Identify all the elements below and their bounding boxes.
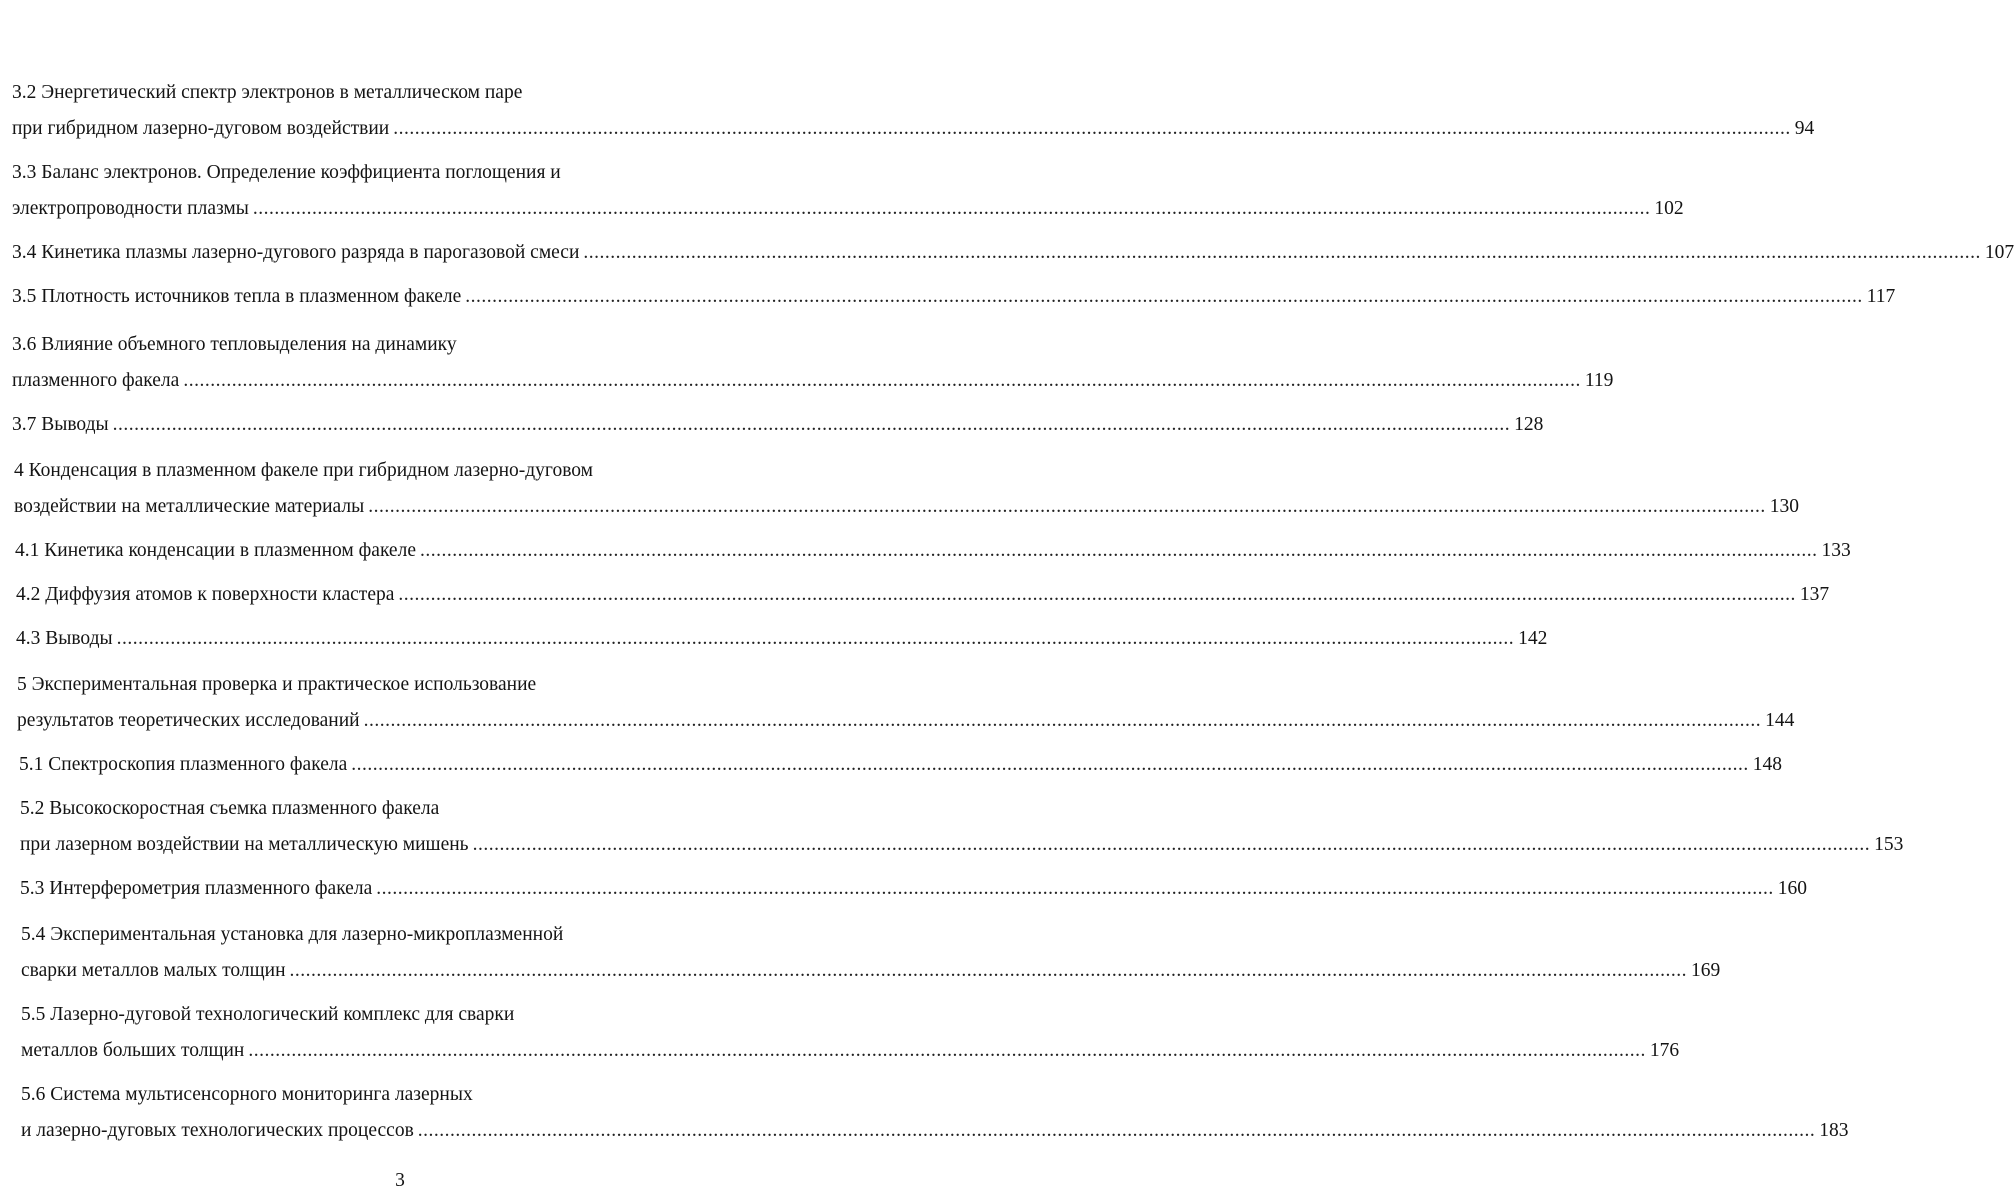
- toc-entry-title-text: 5.3 Интерферометрия плазменного факела: [20, 878, 373, 899]
- dot-leader: ....................................................................................................................................................................................................................................................................: [252, 198, 1651, 219]
- toc-entry-page-number: 94: [1794, 118, 1815, 139]
- dot-leader: ....................................................................................................................................................................................................................................................................: [368, 496, 1766, 517]
- toc-entry-last-line: [14, 494, 1799, 520]
- toc-entry-title-text: сварки металлов малых толщин: [21, 960, 286, 981]
- dot-leader: ....................................................................................................................................................................................................................................................................: [393, 118, 1791, 139]
- toc-entry-page-number: 142: [1518, 628, 1548, 649]
- toc-entry-title-text: 5 Экспериментальная проверка и практическое использование: [17, 674, 537, 695]
- toc-entry-line: [12, 332, 457, 358]
- toc-entry-title-text: 3.3 Баланс электронов. Определение коэффициента поглощения и: [12, 162, 561, 183]
- toc-entry-page-number: 128: [1514, 414, 1544, 435]
- dot-leader: ....................................................................................................................................................................................................................................................................: [465, 286, 1863, 307]
- toc-entry-last-line: [20, 876, 1807, 902]
- toc-entry-title-text: 3.6 Влияние объемного тепловыделения на динамику: [12, 334, 457, 355]
- toc-entry-title-text: металлов больших толщин: [21, 1040, 245, 1061]
- toc-entry-title-text: 5.2 Высокоскоростная съемка плазменного факела: [20, 798, 440, 819]
- toc-entry-last-line: [12, 240, 2014, 266]
- toc-entry-line: [12, 160, 561, 186]
- toc-entry-page-number: 144: [1765, 710, 1795, 731]
- toc-entry-last-line: [17, 708, 1795, 734]
- toc-entry-last-line: [12, 412, 1544, 438]
- toc-entry-last-line: [19, 752, 1782, 778]
- toc-entry-last-line: [21, 1038, 1680, 1064]
- toc-entry-title-text: 5.5 Лазерно-дуговой технологический комплекс для сварки: [21, 1004, 515, 1025]
- toc-entry-line: [14, 458, 593, 484]
- toc-entry-title-text: 4.3 Выводы: [16, 628, 113, 649]
- toc-entry-last-line: [16, 582, 1830, 608]
- toc-entry-last-line: [12, 284, 1896, 310]
- dot-leader: ....................................................................................................................................................................................................................................................................: [363, 710, 1762, 731]
- toc-entry-last-line: [21, 958, 1721, 984]
- dot-leader: ....................................................................................................................................................................................................................................................................: [376, 878, 1774, 899]
- toc-entry-title-text: и лазерно-дуговых технологических процессов: [21, 1120, 414, 1141]
- dot-leader: ....................................................................................................................................................................................................................................................................: [112, 414, 1511, 435]
- toc-entry-page-number: 130: [1769, 496, 1799, 517]
- toc-entry-title-text: электропроводности плазмы: [12, 198, 249, 219]
- toc-entry-last-line: [15, 538, 1851, 564]
- toc-entry-page-number: 153: [1874, 834, 1904, 855]
- dot-leader: ....................................................................................................................................................................................................................................................................: [472, 834, 1871, 855]
- toc-entry-title-text: при гибридном лазерно-дуговом воздействии: [12, 118, 390, 139]
- toc-entry-title-text: результатов теоретических исследований: [17, 710, 360, 731]
- dot-leader: ....................................................................................................................................................................................................................................................................: [419, 540, 1818, 561]
- toc-entry-last-line: [16, 626, 1548, 652]
- toc-entry-page-number: 119: [1584, 370, 1614, 391]
- toc-entry-page-number: 148: [1752, 754, 1782, 775]
- toc-entry-line: [17, 672, 536, 698]
- toc-entry-title-text: 5.6 Система мультисенсорного мониторинга лазерных: [21, 1084, 473, 1105]
- dot-leader: ....................................................................................................................................................................................................................................................................: [248, 1040, 1646, 1061]
- toc-entry-page-number: 176: [1649, 1040, 1680, 1061]
- toc-entry-page-number: 102: [1654, 198, 1684, 219]
- toc-entry-title-text: 4 Конденсация в плазменном факеле при гибридном лазерно-дуговом: [14, 460, 593, 481]
- toc-entry-title-text: плазменного факела: [12, 370, 180, 391]
- page-number: 3: [395, 1170, 405, 1191]
- toc-entry-title-text: воздействии на металлические материалы: [14, 496, 365, 517]
- toc-entry-page-number: 160: [1777, 878, 1807, 899]
- toc-entry-last-line: [21, 1118, 1849, 1144]
- toc-entry-page-number: 137: [1799, 584, 1830, 605]
- dot-leader: ....................................................................................................................................................................................................................................................................: [351, 754, 1749, 775]
- toc-entry-last-line: [12, 196, 1684, 222]
- toc-entry-title-text: 3.5 Плотность источников тепла в плазменном факеле: [12, 286, 462, 307]
- toc-entry-title-text: 4.1 Кинетика конденсации в плазменном факеле: [15, 540, 416, 561]
- toc-entry-title-text: 3.7 Выводы: [12, 414, 109, 435]
- toc-entry-last-line: [12, 116, 1815, 142]
- dot-leader: ....................................................................................................................................................................................................................................................................: [417, 1120, 1816, 1141]
- toc-entry-page-number: 117: [1866, 286, 1896, 307]
- dot-leader: ....................................................................................................................................................................................................................................................................: [183, 370, 1581, 391]
- toc-entry-title-text: 5.1 Спектроскопия плазменного факела: [19, 754, 348, 775]
- toc-entry-last-line: [12, 368, 1614, 394]
- toc-entry-line: [21, 1002, 514, 1028]
- toc-entry-title-text: 3.2 Энергетический спектр электронов в металлическом паре: [12, 82, 523, 103]
- toc-entry-page-number: 107: [1984, 242, 2014, 263]
- toc-entry-line: [12, 80, 522, 106]
- toc-entry-page-number: 169: [1691, 960, 1721, 981]
- toc-entry-title-text: 5.4 Экспериментальная установка для лазерно-микроплазменной: [21, 924, 564, 945]
- dot-leader: ....................................................................................................................................................................................................................................................................: [583, 242, 1981, 263]
- toc-entry-title-text: 4.2 Диффузия атомов к поверхности кластера: [16, 584, 395, 605]
- toc-entry-page-number: 133: [1821, 540, 1851, 561]
- toc-entry-page-number: 183: [1819, 1120, 1849, 1141]
- toc-entry-line: [21, 1082, 473, 1108]
- toc-entry-title-text: при лазерном воздействии на металлическую мишень: [20, 834, 469, 855]
- dot-leader: ....................................................................................................................................................................................................................................................................: [116, 628, 1515, 649]
- toc-entry-title-text: 3.4 Кинетика плазмы лазерно-дугового разряда в парогазовой смеси: [12, 242, 580, 263]
- dot-leader: ....................................................................................................................................................................................................................................................................: [398, 584, 1796, 605]
- toc-entry-line: [21, 922, 563, 948]
- toc-entry-last-line: [20, 832, 1904, 858]
- dot-leader: ....................................................................................................................................................................................................................................................................: [289, 960, 1688, 981]
- toc-entry-line: [20, 796, 439, 822]
